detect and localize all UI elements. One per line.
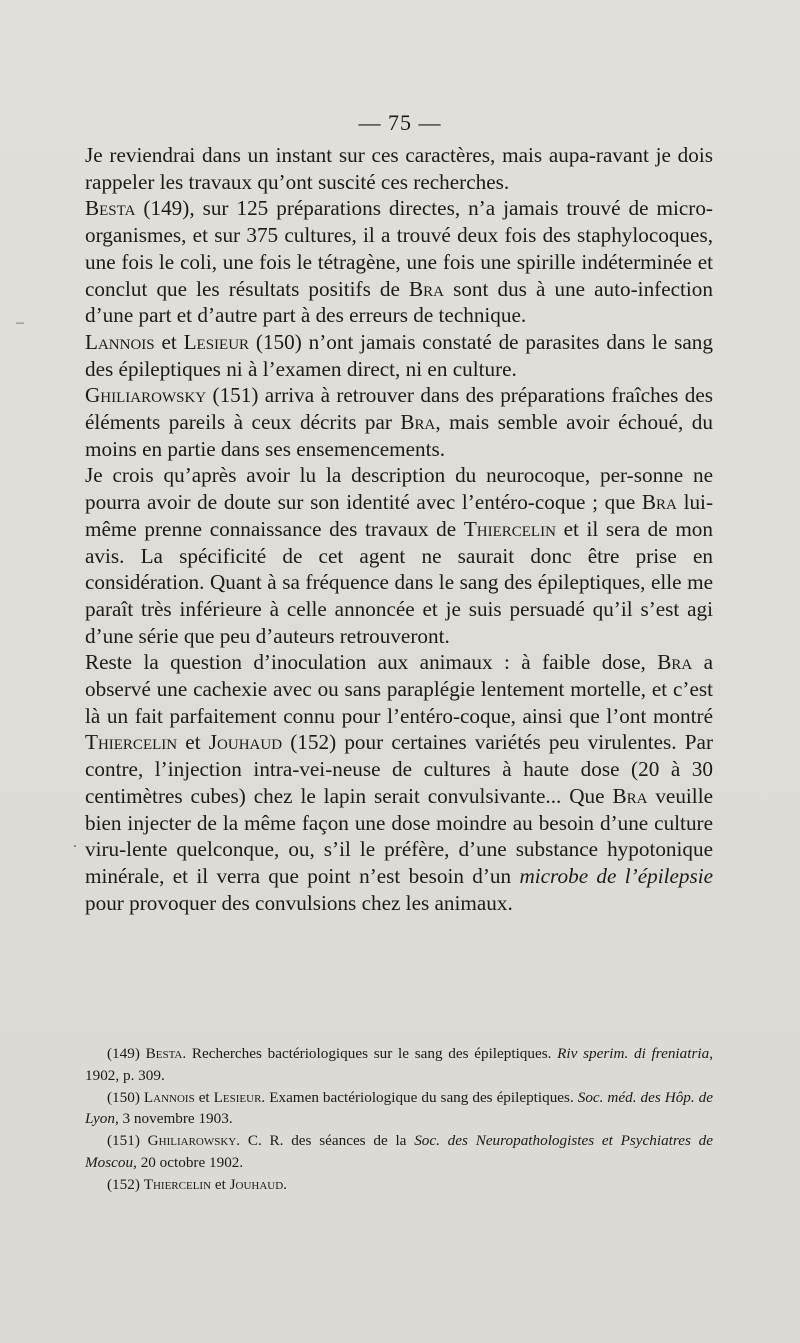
text-run: et	[154, 329, 184, 354]
text-run: .	[283, 1175, 287, 1193]
text-run: a observé une cachexie avec ou sans paraplégie lentement mortelle, et c’est là un fait parfaitement connu pour l’entéro-coque, ainsi que l’ont montré	[85, 650, 713, 728]
text-run: et	[211, 1175, 230, 1193]
margin-dash: –	[16, 314, 24, 331]
paragraph	[85, 329, 713, 382]
author-name: Bra	[612, 783, 648, 808]
text-run: Je crois qu’après avoir lu la description du neurocoque, per-sonne ne pourra avoir de doute sur son identité avec l’entéro-coque ; que	[85, 463, 713, 515]
italic-text: Soc. méd. des Hôp. de Lyon	[85, 1088, 713, 1128]
text-run: (150)	[107, 1088, 144, 1106]
paragraph	[85, 142, 713, 195]
author-name: Thiercelin	[143, 1175, 212, 1193]
italic-text: Riv sperim. di freniatria	[557, 1045, 710, 1062]
text-run: et	[194, 1088, 214, 1106]
page-number: — 75 —	[358, 110, 442, 135]
text-run: , mais semble avoir échoué, du moins en partie dans ses ensemencements.	[85, 410, 713, 461]
margin-dot: .	[73, 834, 77, 851]
text-run: pour provoquer des convulsions chez les animaux.	[85, 890, 513, 915]
text-run: (149)	[107, 1045, 146, 1062]
body-text	[85, 142, 713, 916]
footnote	[85, 1043, 713, 1087]
text-run: (152)	[107, 1175, 144, 1193]
paragraph	[85, 462, 713, 649]
author-name: Jouhaud	[208, 730, 283, 755]
footnote	[85, 1087, 713, 1131]
author-name: Lesieur	[183, 329, 250, 354]
author-name: Besta	[85, 196, 136, 221]
text-run: et il sera de mon avis. La spécificité de cet agent ne saurait donc être prise en considération. Quant à sa fréquence dans le sang des épileptiques, elle me paraît très inférieure à celle annoncée et je suis persuadé qu’il s’est agi d’une série que peu d’auteurs retrouveront.	[85, 516, 713, 648]
text-run: (151)	[107, 1132, 148, 1150]
italic-text: Soc. des Neuropathologistes et Psychiatres de Moscou	[85, 1132, 713, 1171]
text-run: sont dus à une auto-infection d’une part et d’autre part à des erreurs de technique.	[85, 276, 713, 328]
text-run: . Examen bactériologique du sang des épileptiques.	[261, 1088, 578, 1106]
author-name: Ghiliarowsky	[147, 1132, 237, 1150]
text-run: veuille bien injecter de la même façon une dose moindre au besoin d’une culture viru-lente quelconque, ou, s’il le préfère, d’une substance hypotonique minérale, et il verra que point n’est besoin d’un	[85, 783, 713, 888]
author-name: Thiercelin	[85, 730, 178, 755]
author-name: Lannois	[85, 329, 155, 354]
author-name: Besta	[145, 1045, 183, 1062]
author-name: Bra	[400, 410, 436, 435]
paragraph	[85, 195, 713, 329]
text-run: . Recherches bactériologiques sur le sang des épileptiques.	[182, 1045, 558, 1062]
author-name: Bra	[657, 650, 693, 675]
author-name: Ghiliarowsky	[85, 383, 207, 408]
text-run: , 3 novembre 1903.	[114, 1110, 233, 1128]
text-run: (150) n’ont jamais constaté de parasites dans le sang des épileptiques ni à l’examen direct, ni en culture.	[85, 329, 713, 381]
text-run: Je reviendrai dans un instant sur ces caractères, mais aupa-ravant je dois rappeler les travaux qu’ont suscité ces recherches.	[85, 143, 713, 194]
text-run: (152) pour certaines variétés peu virulentes. Par contre, l’injection intra-vei-neuse de cultures à haute dose (20 à 30 centimètres cubes) chez le lapin serait convulsivante... Que	[85, 730, 713, 808]
italic-text: microbe de l’épilepsie	[519, 863, 713, 888]
text-run: et	[177, 730, 209, 755]
author-name: Thiercelin	[463, 516, 556, 541]
author-name: Lesieur	[213, 1088, 262, 1106]
text-run: (151) arriva à retrouver dans des préparations fraîches des éléments pareils à ceux décrits par	[85, 383, 713, 435]
author-name: Lannois	[143, 1088, 195, 1106]
author-name: Bra	[409, 276, 444, 301]
text-run: Reste la question d’inoculation aux animaux : à faible dose,	[85, 650, 658, 675]
footnote	[85, 1130, 713, 1174]
footnotes	[85, 1043, 713, 1196]
paragraph	[85, 649, 713, 916]
text-run: (149), sur 125 préparations directes, n’a jamais trouvé de micro-organismes, et sur 375 cultures, il a trouvé deux fois des staphylocoques, une fois le coli, une fois le tétragène, une fois une spirille indéterminée et conclut que les résultats positifs de	[85, 196, 713, 301]
author-name: Jouhaud	[229, 1175, 284, 1193]
footnote	[85, 1174, 713, 1196]
paragraph	[85, 382, 713, 462]
author-name: Bra	[641, 490, 677, 515]
text-run: lui-même prenne connaissance des travaux de	[85, 490, 713, 541]
text-run: , 1902, p. 309.	[85, 1045, 713, 1084]
text-run: . C. R. des séances de la	[236, 1132, 415, 1150]
text-run: , 20 octobre 1902.	[133, 1153, 244, 1171]
